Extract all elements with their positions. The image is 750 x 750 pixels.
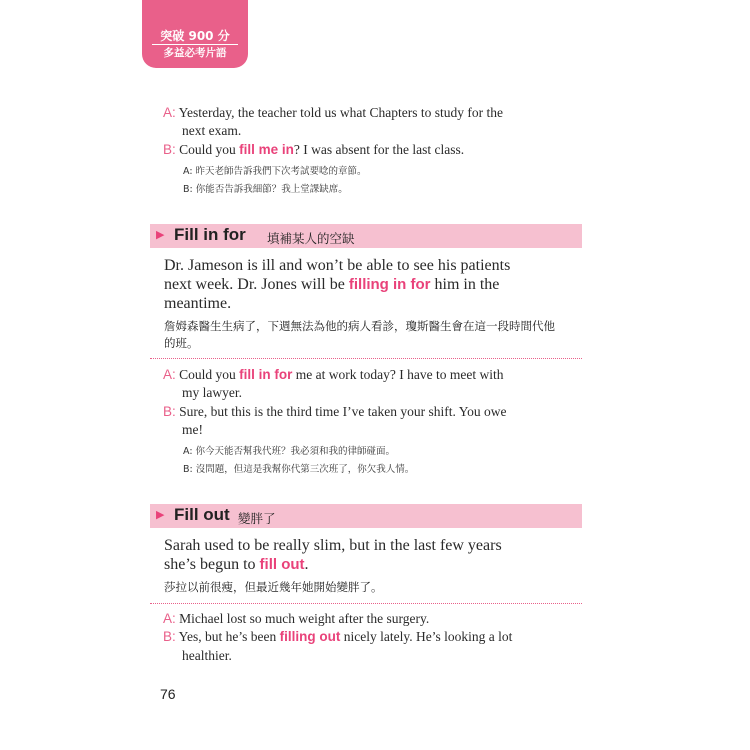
section1-a-line1 xyxy=(163,366,503,384)
section1-a-pre: Could you xyxy=(179,367,236,382)
speaker-b-label: B: xyxy=(163,404,176,419)
section2-b-pre: Yes, but he’s been xyxy=(178,629,277,644)
tab-divider xyxy=(152,44,238,45)
highlight-phrase: filling in for xyxy=(348,276,431,293)
section2-a-line1 xyxy=(163,610,429,628)
book-tab xyxy=(142,0,248,68)
dotted-divider xyxy=(150,358,582,359)
highlight-phrase: fill me in xyxy=(239,142,294,157)
heading-title-zh: 填補某人的空缺 xyxy=(267,231,355,246)
section1-b-line2: me! xyxy=(182,422,203,437)
dialog1-b-post: ? I was absent for the last class. xyxy=(293,142,465,157)
triangle-right-icon: ▶ xyxy=(156,228,165,241)
example-line2 xyxy=(164,275,499,294)
tab-title: 突破 900 分 xyxy=(160,29,230,43)
section1-a-post: me at work today? I have to meet with xyxy=(295,367,504,382)
dialog1-a-text: Yesterday, the teacher told us what Chapters to study for the xyxy=(178,105,503,120)
example-post: him in the xyxy=(434,276,500,293)
section-heading-fill-out xyxy=(150,504,582,528)
dialog1-translation-b: B: 你能否告訴我細節？我上堂課缺席。 xyxy=(183,184,348,195)
section2-b-line1 xyxy=(163,628,512,646)
triangle-right-icon: ▶ xyxy=(156,508,165,521)
section2-b-line2: healthier. xyxy=(182,648,232,663)
page-number: 76 xyxy=(160,686,176,702)
heading-title: Fill in for xyxy=(174,225,246,244)
example-line3: meantime. xyxy=(164,295,232,312)
heading-title-zh: 變胖了 xyxy=(238,511,276,526)
speaker-a-label: A: xyxy=(163,105,176,120)
example-translation-line2: 的班。 xyxy=(164,336,199,350)
section1-a-line2: my lawyer. xyxy=(182,385,242,400)
section1-translation-b: B: 沒問題，但這是我幫你代第三次班了，你欠我人情。 xyxy=(183,464,415,475)
example-line1: Dr. Jameson is ill and won’t be able to see his patients xyxy=(164,257,511,274)
section2-b-post: nicely lately. He’s looking a lot xyxy=(343,629,513,644)
dialog1-a-line2: next exam. xyxy=(182,123,242,138)
tab-subtitle: 多益必考片語 xyxy=(163,47,227,59)
dialog1-b-pre: Could you xyxy=(179,142,236,157)
highlight-phrase: filling out xyxy=(279,629,341,644)
example-translation-line1: 莎拉以前很瘦，但最近幾年她開始變胖了。 xyxy=(164,580,383,594)
section2-a-text: Michael lost so much weight after the surgery. xyxy=(179,611,430,626)
example-pre: she’s begun to xyxy=(164,556,256,573)
section-heading-fill-in-for xyxy=(150,224,582,248)
dialog1-translation-a: A: 昨天老師告訴我們下次考試要唸的章節。 xyxy=(183,166,367,177)
dotted-divider xyxy=(150,603,582,604)
example-translation-line1: 詹姆森醫生生病了，下週無法為他的病人看診，瓊斯醫生會在這一段時間代他 xyxy=(164,319,555,333)
example-pre: next week. Dr. Jones will be xyxy=(164,276,345,293)
heading-title: Fill out xyxy=(174,505,230,524)
example-post: . xyxy=(304,556,309,573)
speaker-b-label: B: xyxy=(163,629,176,644)
speaker-b-label: B: xyxy=(163,142,176,157)
highlight-phrase: fill in for xyxy=(239,367,293,382)
example-line1: Sarah used to be really slim, but in the last few years xyxy=(164,537,502,554)
example-line2 xyxy=(164,555,309,574)
dialog1-a-line1 xyxy=(163,104,503,122)
section1-b-text: Sure, but this is the third time I’ve taken your shift. You owe xyxy=(179,404,507,419)
section1-b-line1 xyxy=(163,403,506,421)
section1-translation-a: A: 你今天能否幫我代班？我必須和我的律師碰面。 xyxy=(183,446,396,457)
speaker-a-label: A: xyxy=(163,611,176,626)
speaker-a-label: A: xyxy=(163,367,176,382)
dialog1-b-line xyxy=(163,141,464,159)
highlight-phrase: fill out xyxy=(259,556,305,573)
